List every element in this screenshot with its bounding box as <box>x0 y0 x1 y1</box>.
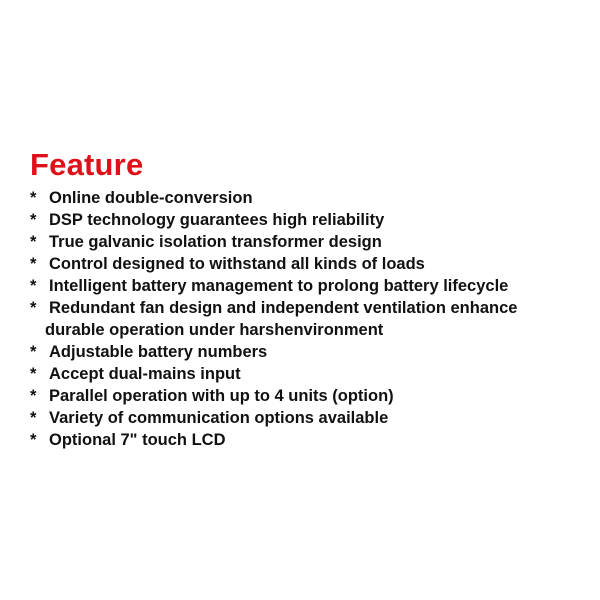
feature-text: Online double-conversion <box>49 189 253 207</box>
feature-section <box>30 147 590 451</box>
feature-list <box>30 187 590 451</box>
feature-text: Accept dual-mains input <box>49 365 241 383</box>
bullet-marker: * <box>30 409 37 427</box>
feature-item <box>30 209 590 231</box>
feature-text: Parallel operation with up to 4 units (option) <box>49 387 394 405</box>
bullet-marker: * <box>30 387 37 405</box>
feature-item <box>30 385 590 407</box>
section-title: Feature <box>30 147 144 182</box>
bullet-marker: * <box>30 189 37 207</box>
feature-item <box>30 297 590 341</box>
bullet-marker: * <box>30 343 37 361</box>
feature-item <box>30 429 590 451</box>
bullet-marker: * <box>30 277 37 295</box>
feature-text-multiline <box>45 297 579 341</box>
feature-text: DSP technology guarantees high reliability <box>49 211 385 229</box>
feature-text: Variety of communication options available <box>49 409 389 427</box>
bullet-marker: * <box>30 233 37 251</box>
feature-text: Optional 7" touch LCD <box>49 431 226 449</box>
feature-item <box>30 407 590 429</box>
feature-item <box>30 187 590 209</box>
feature-text: True galvanic isolation transformer design <box>49 233 382 251</box>
feature-text: Redundant fan design and independent ventilation enhance <box>49 299 518 317</box>
bullet-marker: * <box>30 211 37 229</box>
feature-text: Control designed to withstand all kinds of loads <box>49 255 425 273</box>
feature-item <box>30 231 590 253</box>
feature-text: Intelligent battery management to prolong battery lifecycle <box>49 277 509 295</box>
feature-item <box>30 275 590 297</box>
feature-text: Adjustable battery numbers <box>49 343 268 361</box>
bullet-marker: * <box>30 431 37 449</box>
feature-item <box>30 341 590 363</box>
feature-text-continuation: durable operation under harshenvironment <box>45 321 384 339</box>
feature-item <box>30 253 590 275</box>
feature-item <box>30 363 590 385</box>
bullet-marker: * <box>30 255 37 273</box>
bullet-marker: * <box>30 299 37 317</box>
bullet-marker: * <box>30 365 37 383</box>
